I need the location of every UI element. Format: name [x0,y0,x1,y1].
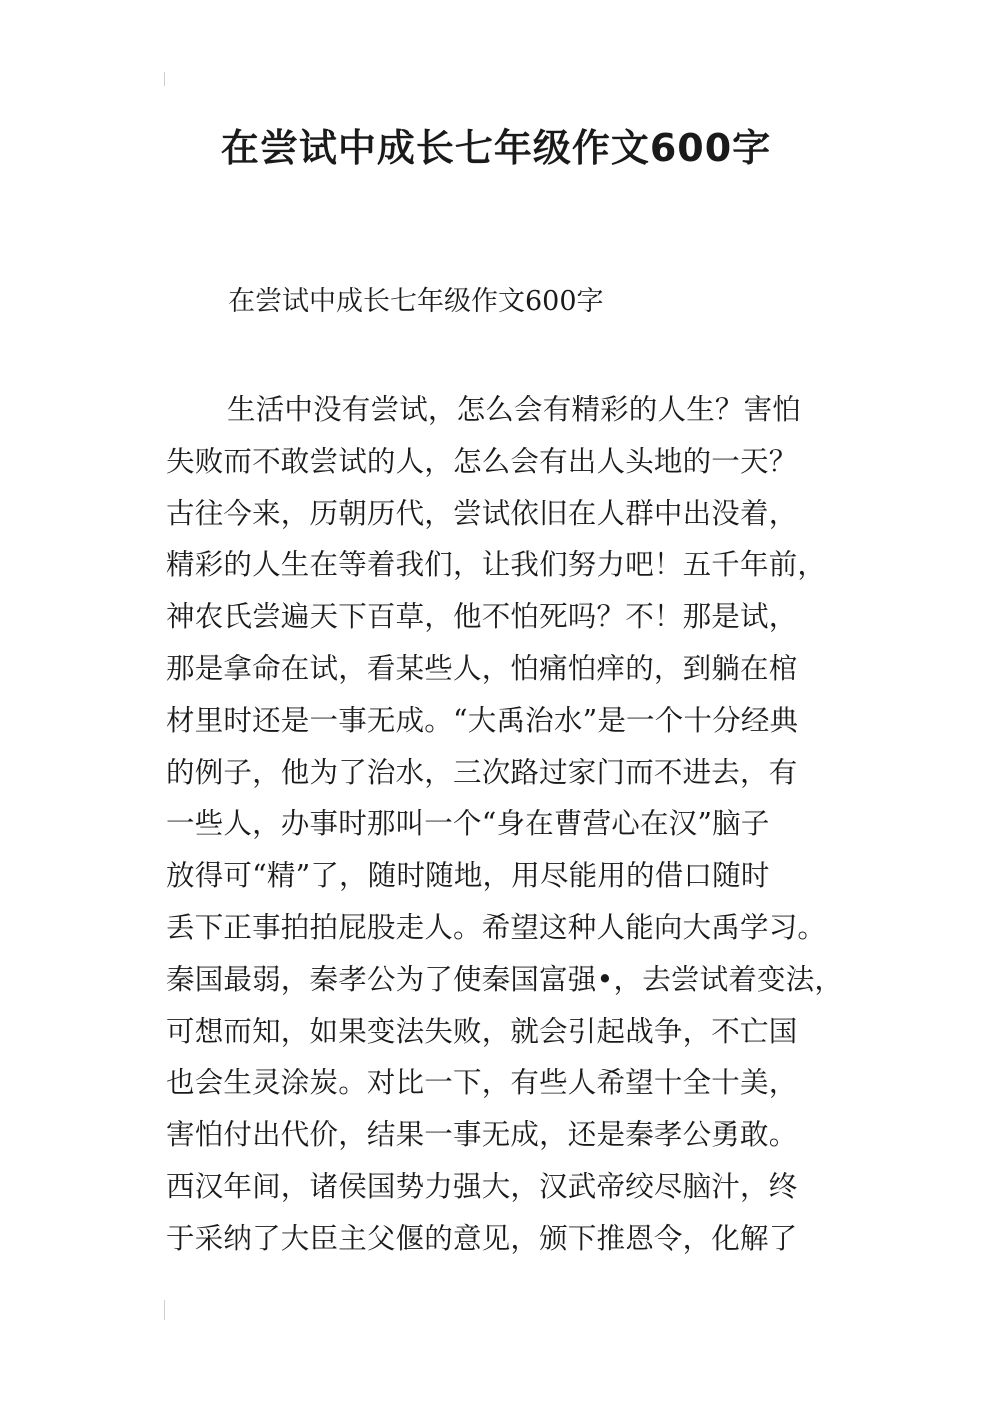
essay-line: 也会生灵涂炭。对比一下，有些人希望十全十美， [166,1066,798,1100]
essay-line: 西汉年间，诸侯国势力强大，汉武帝绞尽脑汁，终 [166,1169,798,1203]
document-subtitle: 在尝试中成长七年级作文600字 [228,286,604,317]
page-edge-mark-bottom [164,1300,165,1320]
essay-line: 秦国最弱，秦孝公为了使秦国富强•，去尝试着变法， [166,962,844,996]
essay-line: 一些人，办事时那叫一个“身在曹营心在汉”脑子 [166,807,770,841]
essay-line: 神农氏尝遍天下百草，他不怕死吗？不！那是试， [166,600,798,634]
essay-line: 放得可“精”了，随时随地，用尽能用的借口随时 [166,859,770,893]
essay-body [166,384,856,1265]
essay-line: 精彩的人生在等着我们，让我们努力吧！五千年前， [166,548,827,582]
essay-line: 于采纳了大臣主父偃的意见，颁下推恩令，化解了 [166,1221,798,1255]
essay-line: 的例子，他为了治水，三次路过家门而不进去，有 [166,755,798,789]
essay-line: 材里时还是一事无成。“大禹治水”是一个十分经典 [166,703,799,737]
essay-line: 害怕付出代价，结果一事无成，还是秦孝公勇敢。 [166,1118,798,1152]
essay-line: 生活中没有尝试，怎么会有精彩的人生？害怕 [227,393,802,426]
essay-line: 失败而不敢尝试的人，怎么会有出人头地的一天？ [166,444,798,478]
document-title: 在尝试中成长七年级作文600字 [220,126,772,170]
essay-line: 丢下正事拍拍屁股走人。希望这种人能向大禹学习。 [166,910,827,944]
essay-line: 那是拿命在试，看某些人，怕痛怕痒的，到躺在棺 [166,651,798,685]
essay-line: 古往今来，历朝历代，尝试依旧在人群中出没着， [166,496,798,530]
page-edge-mark-top [164,72,165,86]
essay-line: 可想而知，如果变法失败，就会引起战争，不亡国 [166,1014,798,1048]
